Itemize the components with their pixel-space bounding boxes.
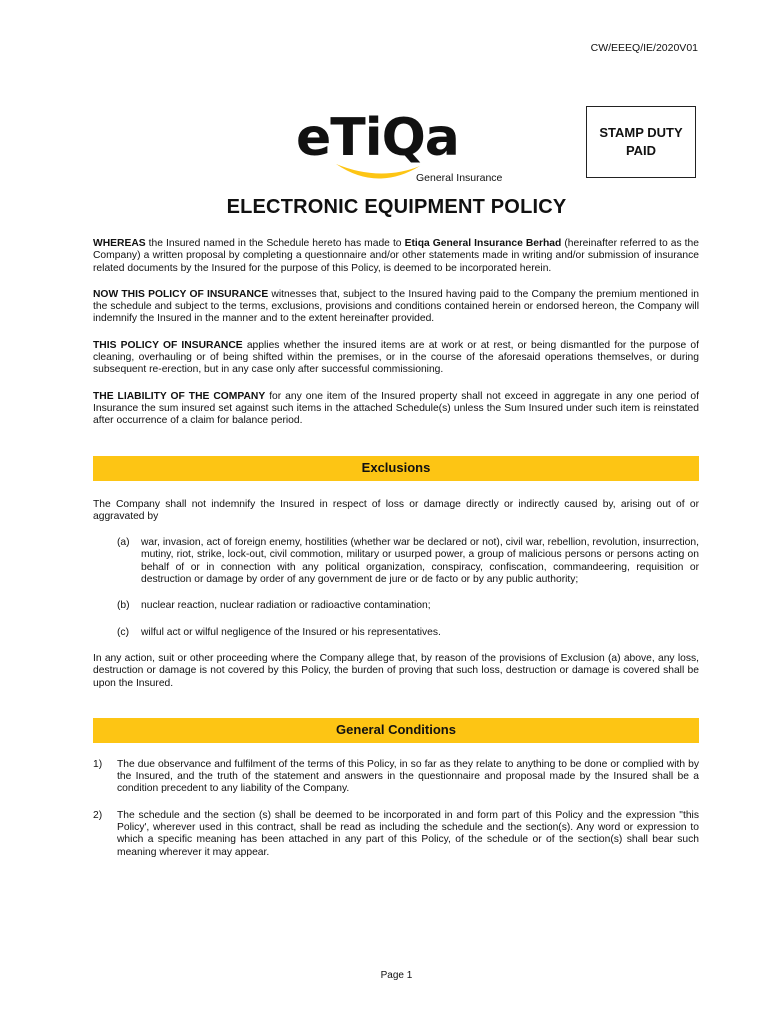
intro-paragraph-liability [93, 391, 699, 428]
paragraph-text: for any one item of the Insured property shall not exceed in aggregate in any one period of Insurance the sum insured set against such items in the attached Schedule(s) unless the Sum Insured under such item is reinstated after occurrence of a claim for balance period. [93, 390, 699, 427]
intro-paragraph-now [93, 289, 699, 326]
item-marker: 2) [93, 809, 103, 821]
lead-text: THE LIABILITY OF THE COMPANY [93, 390, 266, 402]
stamp-duty-box [586, 106, 696, 178]
item-text: war, invasion, act of foreign enemy, hostilities (whether war be declared or not), civil war, rebellion, revolution, insurrection, mutiny, riot, strike, lock-out, civil commotion, military or usurped power, a group of malicious persons or persons acting on behalf of or in connection with any political organization, conspiracy, confiscation, commandeering, requisition or destruction or damage by order of any government de jure or de facto or by any public authority; [141, 537, 699, 586]
item-text: wilful act or wilful negligence of the Insured or his representatives. [141, 626, 441, 638]
exclusions-closing: In any action, suit or other proceeding where the Company allege that, by reason of the provisions of Exclusion (a) above, any loss, destruction or damage is not covered by this Policy, the burden of proving that such loss, destruction or damage is covered shall be upon the Insured. [93, 652, 699, 689]
item-text: The schedule and the section (s) shall be deemed to be incorporated in and form part of this Policy and the expression "this Policy', wherever used in this contract, shall be read as including the schedule and the section(s). Any word or expression to which a specific meaning has been attached in any part of this Policy, of the schedule or of the section(s) shall bear such meaning wherever it may appear. [117, 809, 699, 858]
intro-paragraph-whereas [93, 238, 699, 275]
general-conditions-heading: General Conditions [93, 718, 699, 743]
stamp-line-2: PAID [625, 143, 657, 158]
exclusions-intro: The Company shall not indemnify the Insured in respect of loss or damage directly or indirectly caused by, arising out of or aggravated by [93, 498, 699, 522]
item-marker: (b) [117, 600, 130, 612]
condition-item [93, 810, 699, 859]
lead-text: THIS POLICY OF INSURANCE [93, 339, 243, 351]
item-marker: (c) [117, 626, 130, 638]
condition-item [93, 759, 699, 796]
logo-subtitle: General Insurance [416, 172, 503, 184]
lead-text: NOW THIS POLICY OF INSURANCE [93, 288, 269, 300]
paragraph-text: the Insured named in the Schedule hereto has made to [145, 238, 405, 249]
paragraph-text: (hereinafter referred to as the Company) a written proposal by completing a questionnaire and/or other statements made in writing and/or submission of insurance related documents by the Insured for the purpose of this Policy, is deemed to be incorporated herein. [93, 238, 699, 274]
company-name: Etiqa General Insurance Berhad [404, 238, 562, 249]
paragraph-text: witnesses that, subject to the Insured having paid to the Company the premium mentioned in the schedule and subject to the terms, exclusions, provisions and conditions contained herein or endorsed hereon, the Company will indemnify the Insured in the manner and to the extent hereinafter provided. [93, 288, 699, 325]
exclusion-item [93, 600, 699, 612]
page-title: ELECTRONIC EQUIPMENT POLICY [226, 196, 567, 218]
item-text: The due observance and fulfilment of the terms of this Policy, in so far as they relate to anything to be done or complied with by the Insured, and the truth of the statement and answers in the questionnaire and proposal made by the Insured shall be a condition precedent to any liability of the Company. [117, 758, 699, 795]
policy-body [93, 238, 699, 873]
intro-paragraph-applies [93, 340, 699, 377]
stamp-line-1: STAMP DUTY [599, 125, 683, 140]
logo-wordmark: eTiQa [296, 108, 459, 168]
item-marker: 1) [93, 758, 103, 770]
exclusion-item [93, 627, 699, 639]
item-text: nuclear reaction, nuclear radiation or radioactive contamination; [141, 600, 431, 612]
exclusions-heading: Exclusions [93, 456, 699, 481]
lead-text: WHEREAS [93, 238, 146, 249]
document-code: CW/EEEQ/IE/2020V01 [590, 42, 698, 54]
item-marker: (a) [117, 537, 130, 549]
exclusion-item [93, 537, 699, 586]
page-number: Page 1 [380, 970, 413, 981]
paragraph-text: applies whether the insured items are at work or at rest, or being dismantled for the purpose of cleaning, overhauling or of being shifted within the premises, or in the course of the aforesaid operations themselves, or during subsequent re-erection, but in any case only after successful commissioning. [93, 339, 699, 376]
etiqa-logo [292, 108, 512, 190]
